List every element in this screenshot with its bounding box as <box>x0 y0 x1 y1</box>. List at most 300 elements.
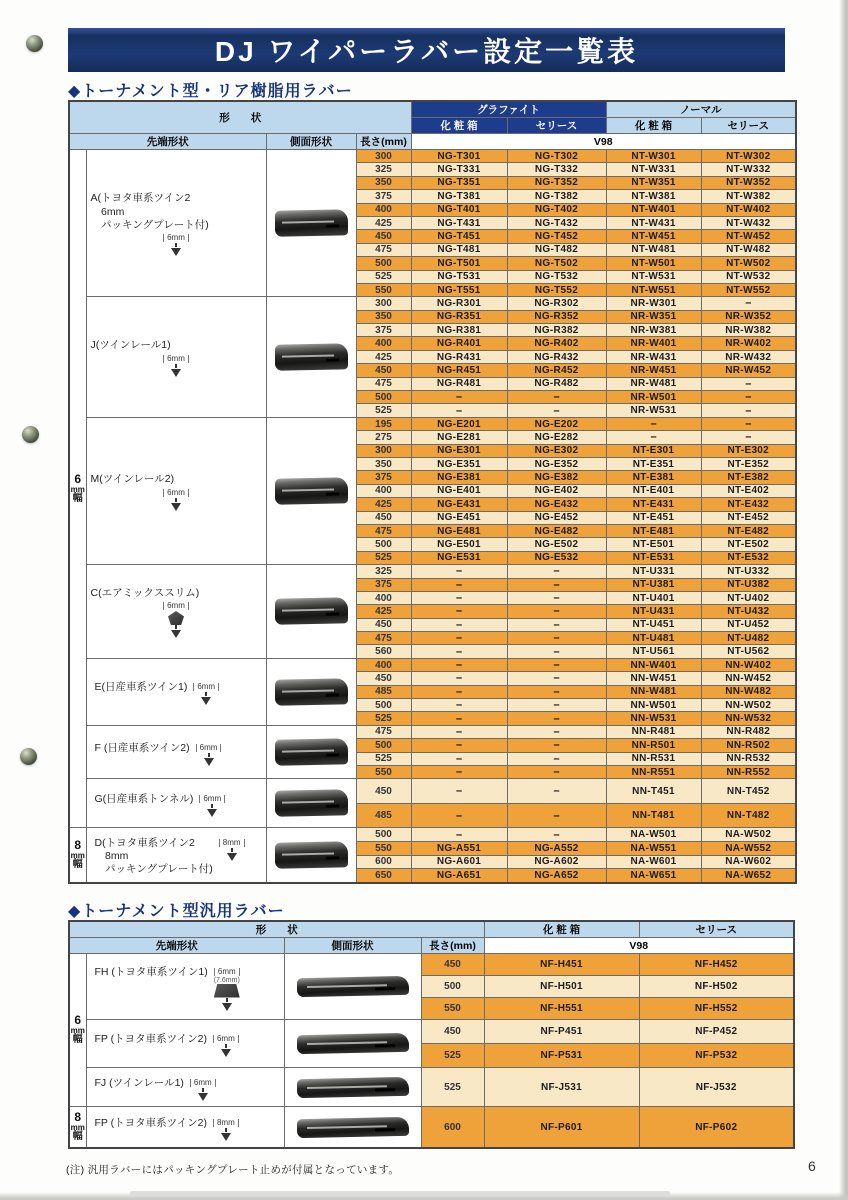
header-tip-shape: 先端形状 <box>69 938 284 954</box>
no-setting-cell: – <box>411 765 507 778</box>
tip-shape-icon <box>163 489 189 511</box>
length-cell: 550 <box>356 765 411 778</box>
part-number-cell: NT-W501 <box>606 257 701 270</box>
part-number-cell: NT-U452 <box>701 618 796 631</box>
part-number-cell: NG-T452 <box>507 230 606 243</box>
part-number-cell: NT-U482 <box>701 632 796 645</box>
part-number-cell: NG-T551 <box>411 283 507 296</box>
section-label-line: FP (トヨタ車系ツイン2) <box>94 1033 207 1045</box>
length-cell: 425 <box>356 216 411 229</box>
tip-shape-icon <box>213 1035 239 1057</box>
part-number-cell: NA-W651 <box>606 869 701 883</box>
part-number-cell: NT-W381 <box>606 190 701 203</box>
part-number-cell: NG-R351 <box>411 310 507 323</box>
header-box: 化 粧 箱 <box>484 921 639 938</box>
part-number-cell: NT-U562 <box>701 645 796 658</box>
length-cell: 500 <box>356 699 411 712</box>
part-number-cell: NT-W332 <box>701 163 796 176</box>
tip-shape-cell <box>86 1107 284 1149</box>
part-number-cell: NN-R531 <box>606 752 701 765</box>
part-number-cell: NG-E351 <box>411 457 507 470</box>
length-cell: 300 <box>356 150 411 163</box>
length-cell: 525 <box>356 752 411 765</box>
no-setting-cell: – <box>606 431 701 444</box>
length-cell: 275 <box>356 431 411 444</box>
table-row <box>69 1020 794 1044</box>
length-cell: 425 <box>356 605 411 618</box>
part-number-cell: NG-T432 <box>507 216 606 229</box>
table-row <box>69 150 796 163</box>
table-row <box>69 1107 794 1149</box>
part-number-cell: NT-U331 <box>606 565 701 578</box>
length-cell: 500 <box>356 538 411 551</box>
side-profile-image <box>297 1033 409 1054</box>
width-label-part: mm <box>70 850 85 860</box>
part-number-cell: NF-P451 <box>484 1020 639 1044</box>
part-number-cell: NF-H501 <box>484 976 639 998</box>
part-number-cell: NF-H502 <box>639 976 794 998</box>
part-number-cell: NN-T452 <box>701 779 796 804</box>
part-number-cell: NG-E201 <box>411 417 507 430</box>
tip-stem <box>175 243 177 247</box>
length-cell: 195 <box>356 417 411 430</box>
tip-shape-icon <box>163 234 189 256</box>
part-number-cell: NG-E301 <box>411 444 507 457</box>
tip-stem <box>202 1088 204 1092</box>
part-number-cell: NN-R502 <box>701 739 796 752</box>
part-number-cell: NG-T332 <box>507 163 606 176</box>
tip-width-note: 6mm <box>163 489 189 497</box>
length-cell: 350 <box>356 176 411 189</box>
header-normal-box: 化 粧 箱 <box>606 118 701 134</box>
side-profile-cell <box>266 565 356 659</box>
section-label-line: パッキングプレート付) <box>94 863 213 876</box>
no-setting-cell: – <box>507 828 606 842</box>
general-table-body <box>69 954 794 1149</box>
no-setting-cell: – <box>507 618 606 631</box>
tip-arrow <box>171 630 181 638</box>
part-number-cell: NG-A601 <box>411 855 507 869</box>
part-number-cell: NG-A602 <box>507 855 606 869</box>
tip-stem <box>211 804 213 808</box>
side-profile-cell <box>266 779 356 828</box>
part-number-cell: NT-E352 <box>701 457 796 470</box>
no-setting-cell: – <box>701 297 796 310</box>
part-number-cell: NG-E282 <box>507 431 606 444</box>
length-cell: 525 <box>356 404 411 417</box>
part-number-cell: NR-W501 <box>606 391 701 404</box>
header-graphite-ceries: セリース <box>507 118 606 134</box>
part-number-cell: NG-E501 <box>411 538 507 551</box>
part-number-cell: NG-R452 <box>507 364 606 377</box>
header-normal: ノーマル <box>606 101 796 118</box>
section-label-line: 6mm <box>90 205 125 218</box>
length-cell: 400 <box>356 658 411 671</box>
side-profile-image <box>275 209 348 237</box>
tip-stem <box>175 625 177 629</box>
part-number-cell: NF-J532 <box>639 1068 794 1107</box>
part-number-cell: NG-T302 <box>507 150 606 163</box>
part-number-cell: NT-W351 <box>606 176 701 189</box>
no-setting-cell: – <box>507 404 606 417</box>
tip-width-note: 6mm <box>163 602 189 610</box>
part-number-cell: NN-W451 <box>606 672 701 685</box>
side-profile-image <box>275 790 348 818</box>
part-number-cell: NG-R381 <box>411 324 507 337</box>
part-number-cell: NT-U401 <box>606 591 701 604</box>
table-row <box>69 658 796 671</box>
side-profile-cell <box>266 417 356 564</box>
part-number-cell: NT-W431 <box>606 216 701 229</box>
no-setting-cell: – <box>507 779 606 804</box>
no-setting-cell: – <box>507 803 606 828</box>
tip-shape-cell <box>86 565 266 659</box>
tip-width-note: 6mm <box>193 683 219 691</box>
binder-hole <box>26 35 43 52</box>
part-number-cell: NT-W331 <box>606 163 701 176</box>
section-label-line: パッキングプレート付) <box>90 218 209 231</box>
width-label-part: 8 <box>74 838 82 853</box>
no-setting-cell: – <box>411 404 507 417</box>
table-row <box>69 1068 794 1107</box>
part-number-cell: NN-W482 <box>701 685 796 698</box>
tip-shape-content <box>87 471 266 510</box>
section-title-general: ◆トーナメント型汎用ラバー <box>68 903 285 920</box>
no-setting-cell: – <box>507 565 606 578</box>
no-setting-cell: – <box>411 672 507 685</box>
part-number-cell: NG-E531 <box>411 551 507 564</box>
binder-hole <box>22 426 39 443</box>
no-setting-cell: – <box>411 618 507 631</box>
part-number-cell: NT-W552 <box>701 283 796 296</box>
table-row <box>69 725 796 738</box>
length-cell: 650 <box>356 869 411 883</box>
length-cell: 550 <box>356 283 411 296</box>
no-setting-cell: – <box>411 739 507 752</box>
part-number-cell: NR-W451 <box>606 364 701 377</box>
tip-arrow <box>221 1133 231 1141</box>
section-label-line: E(日産車系ツイン1) <box>94 681 188 694</box>
no-setting-cell: – <box>507 578 606 591</box>
part-number-cell: NG-R302 <box>507 297 606 310</box>
part-number-cell: NG-T552 <box>507 283 606 296</box>
tip-arrow <box>221 1049 231 1057</box>
width-label-part: 6 <box>74 471 82 486</box>
part-number-cell: NG-R481 <box>411 377 507 390</box>
part-number-cell: NT-E501 <box>606 538 701 551</box>
part-number-cell: NG-E401 <box>411 484 507 497</box>
part-number-cell: NG-T431 <box>411 216 507 229</box>
tip-arrow <box>227 853 237 861</box>
part-number-cell: NR-W352 <box>701 310 796 323</box>
no-setting-cell: – <box>411 658 507 671</box>
part-number-cell: NG-A652 <box>507 869 606 883</box>
part-number-cell: NF-P452 <box>639 1020 794 1044</box>
part-number-cell: NT-W481 <box>606 243 701 256</box>
length-cell: 525 <box>356 551 411 564</box>
tip-arrow <box>171 503 181 511</box>
length-cell: 525 <box>356 712 411 725</box>
header-v98: V98 <box>484 938 794 954</box>
part-number-cell: NT-E381 <box>606 471 701 484</box>
length-cell: 500 <box>356 391 411 404</box>
side-profile-image <box>297 1076 409 1097</box>
part-number-cell: NG-T451 <box>411 230 507 243</box>
no-setting-cell: – <box>507 752 606 765</box>
part-number-cell: NG-T381 <box>411 190 507 203</box>
part-number-cell: NG-E302 <box>507 444 606 457</box>
tip-shape-icon <box>163 602 189 638</box>
no-setting-cell: – <box>507 632 606 645</box>
part-number-cell: NG-T502 <box>507 257 606 270</box>
side-profile-image <box>275 477 348 505</box>
no-setting-cell: – <box>507 658 606 671</box>
part-number-cell: NT-W482 <box>701 243 796 256</box>
part-number-cell: NT-E302 <box>701 444 796 457</box>
part-number-cell: NT-E402 <box>701 484 796 497</box>
tip-body-shape <box>168 611 184 625</box>
part-number-cell: NG-T482 <box>507 243 606 256</box>
page-number: 6 <box>808 1158 816 1174</box>
length-cell: 450 <box>421 954 484 976</box>
length-cell: 475 <box>356 243 411 256</box>
length-cell: 450 <box>421 1020 484 1044</box>
length-cell: 325 <box>356 565 411 578</box>
part-number-cell: NG-E432 <box>507 498 606 511</box>
no-setting-cell: – <box>507 391 606 404</box>
tip-width-subnote: (7.6mm) <box>213 976 240 984</box>
section-label-line: J(ツインレール1) <box>90 339 171 352</box>
length-cell: 485 <box>356 685 411 698</box>
length-cell: 475 <box>356 725 411 738</box>
part-number-cell: NT-W402 <box>701 203 796 216</box>
header-side-shape: 側面形状 <box>266 134 356 150</box>
tip-shape-content <box>87 790 266 817</box>
no-setting-cell: – <box>411 605 507 618</box>
tip-arrow <box>198 1093 208 1101</box>
part-number-cell: NN-R552 <box>701 765 796 778</box>
tip-stem <box>231 848 233 852</box>
no-setting-cell: – <box>507 645 606 658</box>
part-number-cell: NT-U381 <box>606 578 701 591</box>
part-number-cell: NG-E452 <box>507 511 606 524</box>
section-label-line: A(トヨタ車系ツイン2 <box>90 192 191 205</box>
section-label-line: FJ (ツインレール1) <box>94 1076 184 1089</box>
no-setting-cell: – <box>701 377 796 390</box>
part-number-cell: NN-W481 <box>606 685 701 698</box>
tip-shape-icon <box>213 1119 239 1141</box>
page-title: DJ ワイパーラバー設定一覧表 <box>214 36 639 67</box>
part-number-cell: NT-W452 <box>701 230 796 243</box>
part-number-cell: NF-P531 <box>484 1044 639 1068</box>
part-number-cell: NT-E481 <box>606 524 701 537</box>
part-number-cell: NG-A551 <box>411 841 507 855</box>
scan-smudge <box>130 1191 670 1196</box>
tip-shape-icon <box>219 839 245 861</box>
length-cell: 325 <box>356 163 411 176</box>
part-number-cell: NG-R301 <box>411 297 507 310</box>
part-number-cell: NT-W531 <box>606 270 701 283</box>
length-cell: 375 <box>356 190 411 203</box>
section-label <box>91 1033 207 1046</box>
length-cell: 450 <box>356 230 411 243</box>
part-number-cell: NR-W431 <box>606 350 701 363</box>
table-row <box>69 417 796 430</box>
part-number-cell: NF-P601 <box>484 1107 639 1149</box>
part-number-cell: NR-W381 <box>606 324 701 337</box>
no-setting-cell: – <box>411 391 507 404</box>
part-number-cell: NT-E452 <box>701 511 796 524</box>
part-number-cell: NT-W301 <box>606 150 701 163</box>
part-number-cell: NG-T501 <box>411 257 507 270</box>
part-number-cell: NR-W452 <box>701 364 796 377</box>
section-label <box>87 473 175 486</box>
part-number-cell: NN-W452 <box>701 672 796 685</box>
section-label-line: C(エアミックススリム) <box>90 586 200 599</box>
rear-resin-table-body <box>69 150 796 883</box>
length-cell: 550 <box>356 841 411 855</box>
tip-shape-cell <box>86 1020 284 1068</box>
binder-hole <box>20 748 37 765</box>
length-cell: 560 <box>356 645 411 658</box>
side-profile-cell <box>266 658 356 725</box>
no-setting-cell: – <box>507 605 606 618</box>
header-shape: 形 状 <box>69 921 484 938</box>
length-cell: 485 <box>356 803 411 828</box>
tip-stem <box>205 692 207 696</box>
header-graphite-box: 化 粧 箱 <box>411 118 507 134</box>
part-number-cell: NN-W532 <box>701 712 796 725</box>
side-profile-cell <box>266 828 356 883</box>
part-number-cell: NT-U332 <box>701 565 796 578</box>
part-number-cell: NT-U432 <box>701 605 796 618</box>
section-label <box>91 1117 207 1130</box>
side-profile-cell <box>284 954 421 1020</box>
part-number-cell: NG-E481 <box>411 524 507 537</box>
part-number-cell: NN-T482 <box>701 803 796 828</box>
side-profile-image <box>297 1116 409 1137</box>
no-setting-cell: – <box>411 685 507 698</box>
table-row <box>69 297 796 310</box>
section-label <box>91 681 188 694</box>
header-tip-shape: 先端形状 <box>69 134 266 150</box>
part-number-cell: NN-W401 <box>606 658 701 671</box>
part-number-cell: NG-T331 <box>411 163 507 176</box>
no-setting-cell: – <box>507 765 606 778</box>
part-number-cell: NN-W531 <box>606 712 701 725</box>
no-setting-cell: – <box>411 712 507 725</box>
width-group-label <box>69 150 86 828</box>
part-number-cell: NR-W382 <box>701 324 796 337</box>
width-label-part: 幅 <box>72 1034 83 1046</box>
side-profile-cell <box>284 1020 421 1068</box>
part-number-cell: NN-W501 <box>606 699 701 712</box>
part-number-cell: NG-E431 <box>411 498 507 511</box>
part-number-cell: NR-W432 <box>701 350 796 363</box>
section-label-line: D(トヨタ車系ツイン2 <box>94 836 195 849</box>
no-setting-cell: – <box>701 404 796 417</box>
part-number-cell: NF-P532 <box>639 1044 794 1068</box>
tip-shape-icon <box>163 355 189 377</box>
table-row <box>69 779 796 804</box>
part-number-cell: NG-E402 <box>507 484 606 497</box>
side-profile-cell <box>266 725 356 779</box>
width-group-label <box>69 954 86 1107</box>
tip-width-note: 6mm <box>199 795 225 803</box>
part-number-cell: NT-E532 <box>701 551 796 564</box>
part-number-cell: NR-W401 <box>606 337 701 350</box>
rear-resin-rubber-table <box>68 100 797 884</box>
tip-arrow <box>201 697 211 705</box>
tip-shape-cell <box>86 779 266 828</box>
length-cell: 525 <box>421 1068 484 1107</box>
length-cell: 300 <box>356 297 411 310</box>
part-number-cell: NT-U561 <box>606 645 701 658</box>
side-profile-image <box>275 598 348 626</box>
tip-shape-cell <box>86 725 266 779</box>
part-number-cell: NG-A552 <box>507 841 606 855</box>
part-number-cell: NT-E351 <box>606 457 701 470</box>
side-profile-image <box>275 343 348 371</box>
tip-arrow <box>207 809 217 817</box>
no-setting-cell: – <box>411 803 507 828</box>
part-number-cell: NT-U481 <box>606 632 701 645</box>
part-number-cell: NG-R382 <box>507 324 606 337</box>
length-cell: 450 <box>356 618 411 631</box>
part-number-cell: NG-R431 <box>411 350 507 363</box>
section-label-line: FH (トヨタ車系ツイン1) <box>94 965 208 978</box>
tip-shape-icon <box>193 683 219 705</box>
header-length: 長さ(mm) <box>356 134 411 150</box>
tip-arrow <box>204 758 214 766</box>
no-setting-cell: – <box>507 685 606 698</box>
part-number-cell: NT-W532 <box>701 270 796 283</box>
part-number-cell: NA-W551 <box>606 841 701 855</box>
part-number-cell: NF-P602 <box>639 1107 794 1149</box>
part-number-cell: NF-H451 <box>484 954 639 976</box>
tip-arrow <box>222 1003 232 1011</box>
length-cell: 525 <box>356 270 411 283</box>
width-group-label-text <box>70 473 86 504</box>
header-v98: V98 <box>411 134 796 150</box>
page-edge-shadow <box>839 0 848 1200</box>
part-number-cell: NN-R481 <box>606 725 701 738</box>
tip-body-shape <box>214 984 240 998</box>
part-number-cell: NT-E502 <box>701 538 796 551</box>
section-label <box>91 837 213 876</box>
tip-width-note: 6mm <box>196 744 222 752</box>
side-profile-image <box>275 841 348 869</box>
width-label-part: 8 <box>74 1110 82 1125</box>
section-title-rear-resin: ◆トーナメント型・リア樹脂用ラバー <box>68 83 353 100</box>
table-row <box>69 954 794 976</box>
part-number-cell: NG-T481 <box>411 243 507 256</box>
header-normal-ceries: セリース <box>701 118 796 134</box>
part-number-cell: NG-R352 <box>507 310 606 323</box>
part-number-cell: NT-W502 <box>701 257 796 270</box>
tip-width-note: 6mm <box>190 1079 216 1087</box>
section-label-line: M(ツインレール2) <box>90 473 175 486</box>
part-number-cell: NN-R501 <box>606 739 701 752</box>
part-number-cell: NA-W502 <box>701 828 796 842</box>
no-setting-cell: – <box>507 712 606 725</box>
part-number-cell: NG-R401 <box>411 337 507 350</box>
tip-arrow <box>171 248 181 256</box>
tip-shape-content <box>87 834 266 876</box>
tip-width-note: 6mm <box>163 234 189 242</box>
part-number-cell: NG-T532 <box>507 270 606 283</box>
part-number-cell: NT-U451 <box>606 618 701 631</box>
